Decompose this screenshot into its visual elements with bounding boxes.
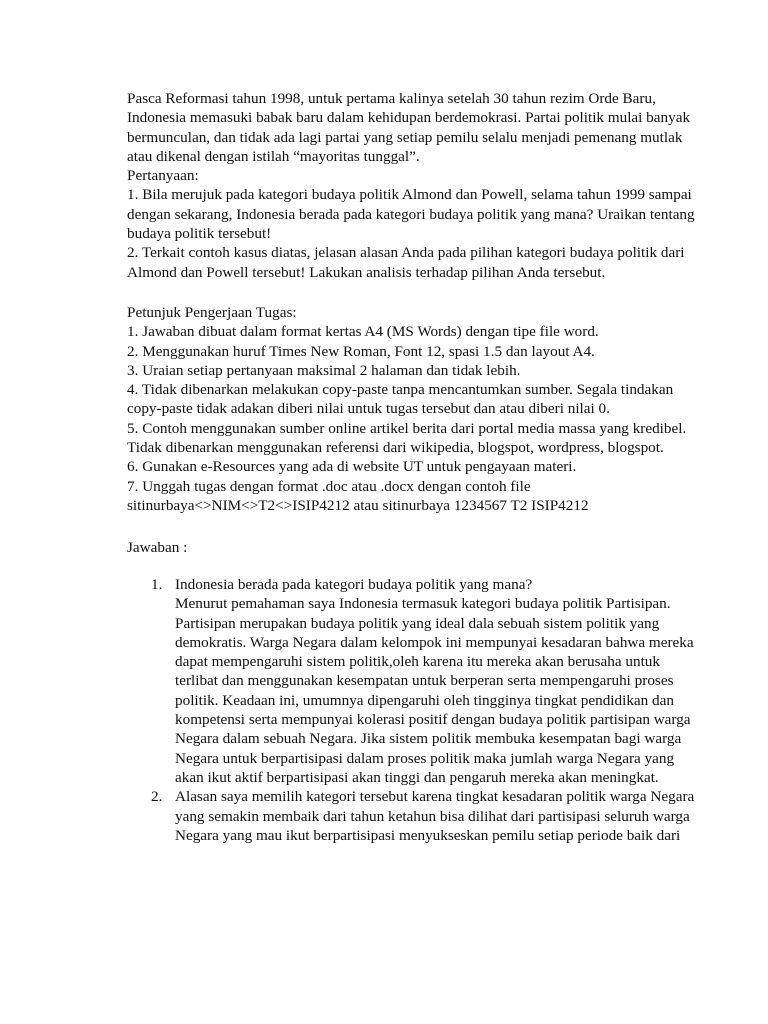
instruction-line: 6. Gunakan e-Resources yang ada di website UT untuk pengayaan materi. <box>127 458 577 476</box>
answers-heading-text: Jawaban : <box>127 539 188 556</box>
intro-section <box>127 89 727 282</box>
instruction-line: Tidak dibenarkan menggunakan referensi dari wikipedia, blogspot, wordpress, blogspot. <box>127 439 664 457</box>
answer-item-1 <box>127 575 747 787</box>
answer-line: politik. Keadaan ini, umumnya dipengaruhi oleh tingginya tingkat pendidikan dan <box>175 691 674 709</box>
answers-heading <box>127 538 727 557</box>
question-line: Almond dan Powell tersebut! Lakukan analisis terhadap pilihan Anda tersebut. <box>127 263 606 281</box>
question-line: budaya politik tersebut! <box>127 225 272 243</box>
question-line: dengan sekarang, Indonesia berada pada kategori budaya politik yang mana? Uraikan tentang <box>127 205 695 223</box>
answer-line: dapat mempengaruhi sistem politik,oleh karena itu mereka akan berusaha untuk <box>175 653 660 671</box>
intro-line: atau dikenal dengan istilah “mayoritas tunggal”. <box>127 147 420 165</box>
instruction-line: 1. Jawaban dibuat dalam format kertas A4 (MS Words) dengan tipe file word. <box>127 323 599 341</box>
answer-line: Indonesia berada pada kategori budaya politik yang mana? <box>175 576 533 593</box>
instruction-line: sitinurbaya<>NIM<>T2<>ISIP4212 atau sitinurbaya 1234567 T2 ISIP4212 <box>127 496 589 514</box>
questions-heading: Pertanyaan: <box>127 167 199 185</box>
instruction-line: 7. Unggah tugas dengan format .doc atau .docx dengan contoh file <box>127 477 531 495</box>
answer-number: 1. <box>151 576 163 593</box>
answer-number: 2. <box>151 788 163 806</box>
question-line: 1. Bila merujuk pada kategori budaya politik Almond dan Powell, selama tahun 1999 sampai <box>127 186 692 204</box>
answer-line: akan ikut aktif berpartisipasi akan tinggi dan pengaruh mereka akan meningkat. <box>175 768 659 786</box>
answer-line: yang semakin membaik dari tahun ketahun bisa dilihat dari partisipasi seluruh warga <box>175 807 690 825</box>
question-line: 2. Terkait contoh kasus diatas, jelasan alasan Anda pada pilihan kategori budaya politik dari <box>127 244 685 262</box>
intro-line: Pasca Reformasi tahun 1998, untuk pertama kalinya setelah 30 tahun rezim Orde Baru, <box>127 90 656 107</box>
answer-line: Menurut pemahaman saya Indonesia termasuk kategori budaya politik Partisipan. <box>175 595 671 613</box>
instruction-line: 2. Menggunakan huruf Times New Roman, Font 12, spasi 1.5 dan layout A4. <box>127 342 595 360</box>
answer-item-2 <box>127 787 747 845</box>
answer-line: Alasan saya memilih kategori tersebut karena tingkat kesadaran politik warga Negara <box>175 788 695 806</box>
answer-line: kompetensi serta mempunyai kolerasi positif dengan budaya politik partisipan warga <box>175 711 691 729</box>
answer-line: Negara yang mau ikut berpartisipasi menyukseskan pemilu setiap periode baik dari <box>175 826 681 844</box>
answer-line: Negara dalam sebuah Negara. Jika sistem politik membuka kesempatan bagi warga <box>175 730 682 748</box>
instructions-section <box>127 303 727 515</box>
instruction-line: 4. Tidak dibenarkan melakukan copy-paste tanpa mencantumkan sumber. Segala tindakan <box>127 381 674 399</box>
intro-line: bermunculan, dan tidak ada lagi partai yang setiap pemilu selalu menjadi pemenang mutlak <box>127 128 683 146</box>
answer-line: demokratis. Warga Negara dalam kelompok ini mempunyai kesadaran bahwa mereka <box>175 633 694 651</box>
instruction-line: 5. Contoh menggunakan sumber online artikel berita dari portal media massa yang kredibel. <box>127 419 687 437</box>
instruction-line: copy-paste tidak adakan diberi nilai untuk tugas tersebut dan atau diberi nilai 0. <box>127 400 610 418</box>
intro-line: Indonesia memasuki babak baru dalam kehidupan berdemokrasi. Partai politik mulai banyak <box>127 109 691 127</box>
answer-line: Partisipan merupakan budaya politik yang ideal dala sebuah sistem politik yang <box>175 614 660 632</box>
answer-line: terlibat dan menggunakan kesempatan untuk berperan serta mempengaruhi proses <box>175 672 674 690</box>
instructions-heading: Petunjuk Pengerjaan Tugas: <box>127 304 297 321</box>
answers-list <box>127 575 747 845</box>
answer-line: Negara untuk berpartisipasi dalam proses politik maka jumlah warga Negara yang <box>175 749 675 767</box>
instruction-line: 3. Uraian setiap pertanyaan maksimal 2 halaman dan tidak lebih. <box>127 361 521 379</box>
